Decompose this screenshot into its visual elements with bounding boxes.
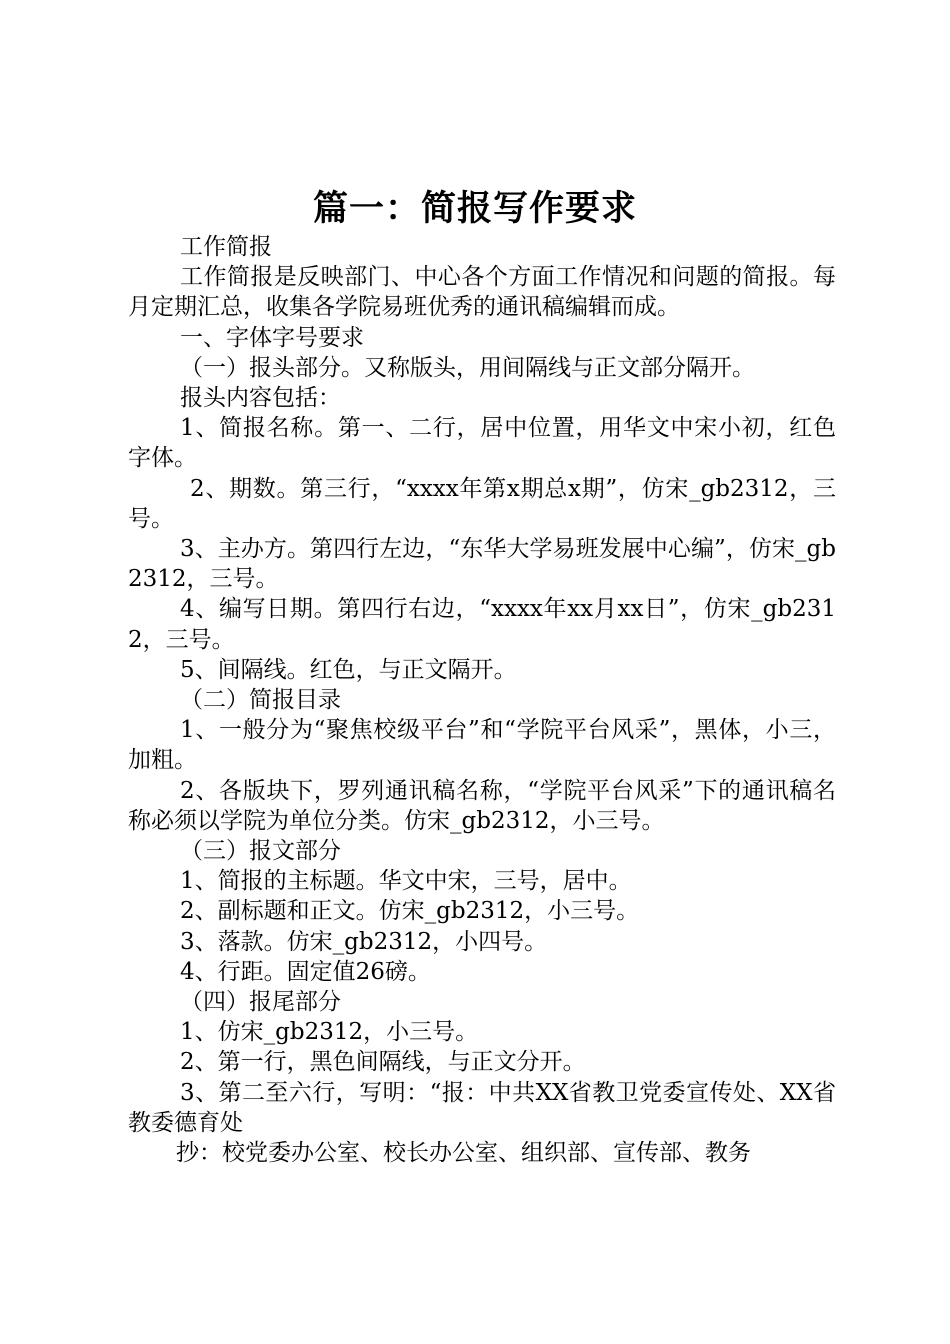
list-item: 1、简报名称。第一、二行，居中位置，用华文中宋小初，红色字体。 bbox=[128, 415, 836, 472]
list-item: 5、间隔线。红色，与正文隔开。 bbox=[180, 656, 517, 683]
paragraph: 工作简报 bbox=[180, 234, 272, 260]
subsection-heading: （三）报文部分 bbox=[180, 838, 341, 865]
list-item: 2、期数。第三行，“xxxx年第x期总x期”，仿宋_gb2312，三号。 bbox=[128, 475, 836, 532]
document-title: 篇一：简报写作要求 bbox=[312, 188, 637, 229]
list-item: 3、主办方。第四行左边，“东华大学易班发展中心编”，仿宋_gb2312，三号。 bbox=[128, 536, 836, 593]
list-item: 1、简报的主标题。华文中宋，三号，居中。 bbox=[180, 868, 632, 895]
list-item: 3、落款。仿宋_gb2312，小四号。 bbox=[180, 928, 548, 955]
list-item: 抄：校党委办公室、校长办公室、组织部、宣传部、教务 bbox=[176, 1140, 751, 1167]
document-body bbox=[128, 232, 836, 1168]
list-item: 2、副标题和正文。仿宋_gb2312，小三号。 bbox=[180, 898, 640, 925]
paragraph: 工作简报是反映部门、中心各个方面工作情况和问题的简报。每月定期汇总，收集各学院易班优秀的通讯稿编辑而成。 bbox=[128, 264, 836, 321]
list-item: 1、仿宋_gb2312，小三号。 bbox=[180, 1019, 479, 1046]
paragraph: 报头内容包括： bbox=[180, 385, 341, 412]
subsection-heading: （四）报尾部分 bbox=[180, 989, 341, 1016]
list-item: 2、第一行，黑色间隔线，与正文分开。 bbox=[180, 1049, 586, 1076]
section-heading: 一、字体字号要求 bbox=[180, 324, 364, 351]
subsection-heading: （二）简报目录 bbox=[180, 687, 341, 714]
list-item: 4、行距。固定值26磅。 bbox=[180, 958, 431, 985]
list-item: 4、编写日期。第四行右边，“xxxx年xx月xx日”，仿宋_gb2312，三号。 bbox=[128, 596, 836, 653]
list-item: 3、第二至六行，写明：“报：中共XX省教卫党委宣传处、XX省教委德育处 bbox=[128, 1079, 836, 1136]
subsection-heading: （一）报头部分。又称版头，用间隔线与正文部分隔开。 bbox=[180, 354, 755, 381]
list-item: 1、一般分为“聚焦校级平台”和“学院平台风采”，黑体，小三，加粗。 bbox=[128, 717, 836, 774]
list-item: 2、各版块下，罗列通讯稿名称，“学院平台风采”下的通讯稿名称必须以学院为单位分类。仿宋_gb2312，小三号。 bbox=[128, 777, 836, 834]
